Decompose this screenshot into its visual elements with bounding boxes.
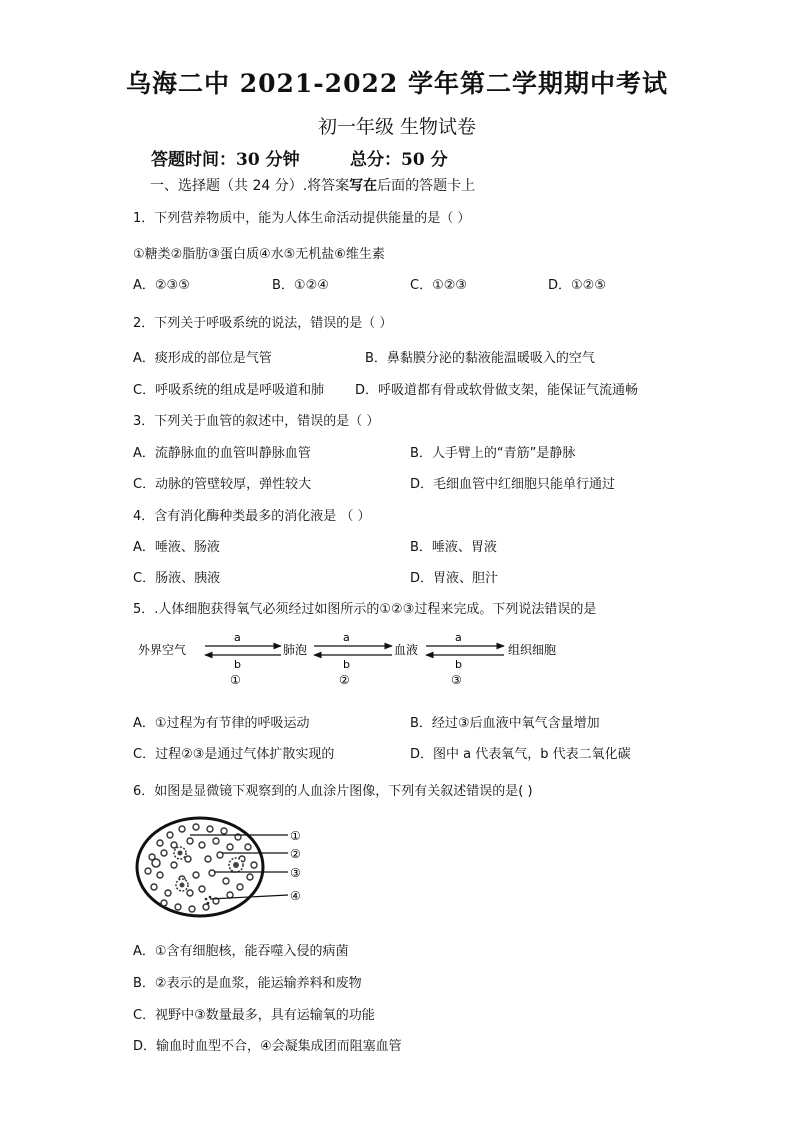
section-heading [150,175,475,195]
q2-stem: 2．下列关于呼吸系统的说法，错误的是（ ） [133,316,393,331]
diagram-labels [290,829,301,903]
node-outside-air: 外界空气 [138,643,187,657]
label-1: ① [290,829,301,843]
step1-label-b: b [234,658,241,671]
q6-stem: 6．如图是显微镜下观察到的人血涂片图像，下列有关叙述错误的是( ) [133,784,533,799]
step3-number: ③ [451,673,462,687]
q1-option-d: D．①②⑤ [548,278,606,293]
q2-option-a: A．痰形成的部位是气管 [133,351,272,366]
step2-number: ② [339,673,350,687]
label-3: ③ [290,866,301,880]
q3-option-d: D．毛细血管中红细胞只能单行通过 [410,477,616,492]
q1-items: ①糖类②脂肪③蛋白质④水⑤无机盐⑥维生素 [133,247,385,262]
q4-stem: 4．含有消化酶种类最多的消化液是 （ ） [133,509,371,524]
step3-label-a: a [455,631,462,644]
node-blood: 血液 [394,643,419,657]
step1-number: ① [230,673,241,687]
step3-label-b: b [455,658,462,671]
q5-option-a: A．①过程为有节律的呼吸运动 [133,716,310,731]
q1-option-c: C．①②③ [410,278,468,293]
q6-option-a: A．①含有细胞核，能吞噬入侵的病菌 [133,944,349,959]
node-alveoli: 肺泡 [283,643,308,657]
q3-option-a: A．流静脉血的血管叫静脉血管 [133,446,311,461]
q5-stem: 5．.人体细胞获得氧气必须经过如图所示的①②③过程来完成。下列说法错误的是 [133,602,597,617]
q1-option-a: A．②③⑤ [133,278,190,293]
q4-option-c: C．肠液、胰液 [133,571,221,586]
q3-option-c: C．动脉的管壁较厚，弹性较大 [133,477,312,492]
q1-option-b: B．①②④ [272,278,329,293]
step1-label-a: a [234,631,241,644]
page-subtitle: 初一年级 生物试卷 [317,116,477,138]
total-score: 总分：50 分 [350,150,448,170]
label-4: ④ [290,889,301,903]
section-heading-prefix: 一、选择题（共 24 分）.将答案 [150,178,350,194]
blood-smear-diagram [130,815,320,925]
q3-option-b: B．人手臂上的“青筋”是静脉 [410,446,576,461]
page-title: 乌海二中 2021-2022 学年第二学期期中考试 [126,69,668,98]
q2-option-c: C．呼吸系统的组成是呼吸道和肺 [133,383,325,398]
section-heading-bold: 写在 [349,178,378,194]
q5-option-c: C．过程②③是通过气体扩散实现的 [133,747,335,762]
q4-option-d: D．胃液、胆汁 [410,571,499,586]
q5-option-d: D．图中 a 代表氧气，b 代表二氧化碳 [410,747,631,762]
exam-time: 答题时间：30 分钟 [151,150,300,170]
q3-stem: 3．下列关于血管的叙述中，错误的是（ ） [133,414,380,429]
q6-option-c: C．视野中③数量最多，具有运输氧的功能 [133,1008,375,1023]
step2-label-b: b [343,658,350,671]
section-heading-suffix: 后面的答题卡上 [377,178,476,194]
q6-option-b: B．②表示的是血浆，能运输养料和废物 [133,976,362,991]
q4-option-a: A．唾液、肠液 [133,540,220,555]
q5-option-b: B．经过③后血液中氧气含量增加 [410,716,600,731]
q4-option-b: B．唾液、胃液 [410,540,497,555]
q2-option-b: B．鼻黏膜分泌的黏液能温暖吸入的空气 [365,351,595,366]
q1-stem: 1．下列营养物质中，能为人体生命活动提供能量的是（ ） [133,211,471,226]
step2-label-a: a [343,631,350,644]
q2-option-d: D．呼吸道都有骨或软骨做支架，能保证气流通畅 [355,383,639,398]
label-2: ② [290,847,301,861]
respiration-process-diagram [130,625,590,690]
q6-option-d: D．输血时血型不合，④会凝集成团而阻塞血管 [133,1039,402,1054]
node-tissue-cells: 组织细胞 [508,643,557,657]
